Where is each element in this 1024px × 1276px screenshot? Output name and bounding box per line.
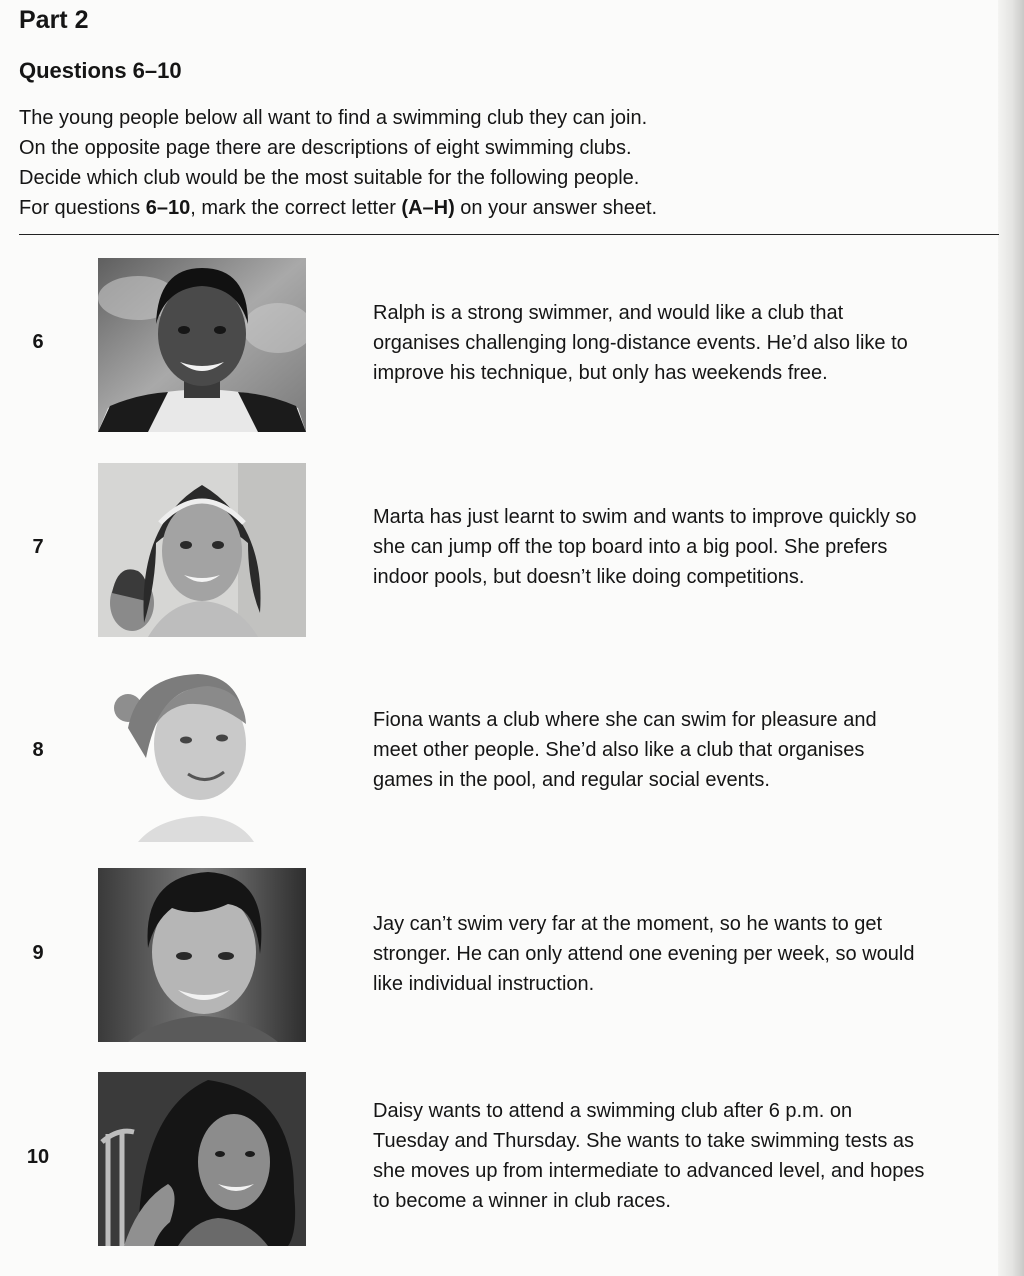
question-number: 7 bbox=[32, 536, 44, 558]
photo-jay bbox=[98, 868, 306, 1042]
divider bbox=[19, 234, 999, 235]
question-number: 10 bbox=[26, 1146, 50, 1168]
question-text: Jay can’t swim very far at the moment, so he wants to get stronger. He can only attend one evening per week, so would like individual instruction. bbox=[373, 913, 915, 995]
questions-title: Questions 6–10 bbox=[19, 58, 182, 83]
instructions bbox=[19, 103, 979, 223]
photo-ralph bbox=[98, 258, 306, 432]
question-number: 6 bbox=[32, 331, 44, 353]
question-text: Daisy wants to attend a swimming club after 6 p.m. on Tuesday and Thursday. She wants to take swimming tests as she moves up from intermediate to advanced level, and hopes to become a winner in club races. bbox=[373, 1100, 925, 1212]
question-range: 6–10 bbox=[145, 197, 191, 219]
photo-marta bbox=[98, 463, 306, 637]
question-text: Ralph is a strong swimmer, and would like a club that organises challenging long-distance events. He’d also like to improve his technique, but only has weekends free. bbox=[373, 302, 908, 384]
part-title: Part 2 bbox=[19, 6, 89, 34]
instruction-line: The young people below all want to find a swimming club they can join. bbox=[19, 107, 648, 129]
instruction-text: For questions bbox=[19, 197, 146, 219]
photo-daisy bbox=[98, 1072, 306, 1246]
question-text: Marta has just learnt to swim and wants to improve quickly so she can jump off the top board into a big pool. She prefers indoor pools, but doesn’t like doing competitions. bbox=[373, 506, 917, 588]
instruction-text: , mark the correct letter bbox=[190, 197, 402, 219]
question-number: 8 bbox=[32, 739, 44, 761]
instruction-line bbox=[19, 193, 979, 223]
question-text: Fiona wants a club where she can swim for pleasure and meet other people. She’d also like a club that organises games in the pool, and regular social events. bbox=[373, 709, 877, 791]
photo-fiona bbox=[98, 668, 306, 842]
question-number: 9 bbox=[32, 942, 44, 964]
instruction-line: On the opposite page there are descriptions of eight swimming clubs. bbox=[19, 137, 632, 159]
instruction-line: Decide which club would be the most suitable for the following people. bbox=[19, 167, 640, 189]
answer-letter-range: (A–H) bbox=[401, 197, 455, 219]
instruction-text: on your answer sheet. bbox=[454, 197, 658, 219]
page-edge-shadow bbox=[998, 0, 1024, 1276]
